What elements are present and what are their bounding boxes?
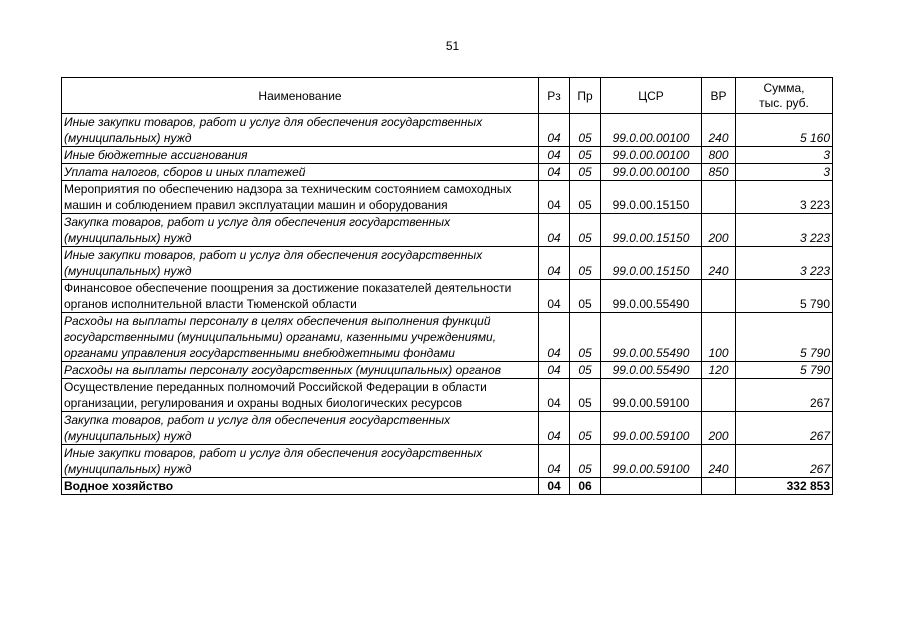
cell-name: Расходы на выплаты персоналу в целях обеспечения выполнения функций государственными (муниципальными) органами, казенными учреждениями, органами управления государственными внебюджетными фондами xyxy=(62,313,539,362)
cell-csr: 99.0.00.00100 xyxy=(601,114,702,147)
table-row xyxy=(62,313,833,362)
table-row xyxy=(62,214,833,247)
cell-pr: 05 xyxy=(570,362,601,379)
cell-sum: 332 853 xyxy=(736,478,833,495)
cell-vr: 800 xyxy=(702,147,736,164)
cell-vr: 200 xyxy=(702,214,736,247)
cell-rz: 04 xyxy=(539,114,570,147)
cell-vr: 850 xyxy=(702,164,736,181)
cell-vr: 240 xyxy=(702,247,736,280)
cell-rz: 04 xyxy=(539,164,570,181)
cell-name: Расходы на выплаты персоналу государственных (муниципальных) органов xyxy=(62,362,539,379)
cell-name: Водное хозяйство xyxy=(62,478,539,495)
cell-sum: 267 xyxy=(736,379,833,412)
header-pr: Пр xyxy=(570,78,601,114)
cell-sum: 3 xyxy=(736,164,833,181)
cell-sum: 3 223 xyxy=(736,181,833,214)
cell-pr: 05 xyxy=(570,164,601,181)
cell-csr: 99.0.00.00100 xyxy=(601,147,702,164)
cell-name: Иные бюджетные ассигнования xyxy=(62,147,539,164)
cell-name: Закупка товаров, работ и услуг для обеспечения государственных (муниципальных) нужд xyxy=(62,412,539,445)
cell-rz: 04 xyxy=(539,379,570,412)
cell-csr: 99.0.00.55490 xyxy=(601,313,702,362)
cell-vr: 240 xyxy=(702,445,736,478)
cell-vr: 240 xyxy=(702,114,736,147)
cell-pr: 06 xyxy=(570,478,601,495)
table-row xyxy=(62,147,833,164)
cell-name: Закупка товаров, работ и услуг для обеспечения государственных (муниципальных) нужд xyxy=(62,214,539,247)
header-vr: ВР xyxy=(702,78,736,114)
cell-sum: 5 790 xyxy=(736,280,833,313)
table-row xyxy=(62,114,833,147)
cell-vr xyxy=(702,478,736,495)
cell-name: Иные закупки товаров, работ и услуг для обеспечения государственных (муниципальных) нужд xyxy=(62,114,539,147)
cell-rz: 04 xyxy=(539,445,570,478)
cell-name: Мероприятия по обеспечению надзора за техническим состоянием самоходных машин и соблюдением правил эксплуатации машин и оборудования xyxy=(62,181,539,214)
cell-pr: 05 xyxy=(570,147,601,164)
cell-pr: 05 xyxy=(570,379,601,412)
table-row xyxy=(62,379,833,412)
cell-sum: 267 xyxy=(736,412,833,445)
table-row xyxy=(62,280,833,313)
table-header-row xyxy=(62,78,833,114)
cell-sum: 3 223 xyxy=(736,214,833,247)
table-row xyxy=(62,445,833,478)
cell-sum: 5 790 xyxy=(736,362,833,379)
header-sum xyxy=(736,78,833,114)
cell-csr: 99.0.00.00100 xyxy=(601,164,702,181)
cell-rz: 04 xyxy=(539,362,570,379)
cell-sum: 3 223 xyxy=(736,247,833,280)
cell-rz: 04 xyxy=(539,181,570,214)
cell-csr: 99.0.00.15150 xyxy=(601,247,702,280)
cell-pr: 05 xyxy=(570,114,601,147)
table-row xyxy=(62,412,833,445)
table-row xyxy=(62,247,833,280)
cell-csr: 99.0.00.15150 xyxy=(601,181,702,214)
cell-vr: 100 xyxy=(702,313,736,362)
cell-vr: 200 xyxy=(702,412,736,445)
table-row xyxy=(62,181,833,214)
cell-name: Иные закупки товаров, работ и услуг для обеспечения государственных (муниципальных) нужд xyxy=(62,445,539,478)
table-row xyxy=(62,478,833,495)
cell-pr: 05 xyxy=(570,181,601,214)
cell-pr: 05 xyxy=(570,313,601,362)
table-row xyxy=(62,362,833,379)
header-sum-line2: тыс. руб. xyxy=(759,95,809,110)
cell-name: Уплата налогов, сборов и иных платежей xyxy=(62,164,539,181)
cell-vr: 120 xyxy=(702,362,736,379)
table-row xyxy=(62,164,833,181)
cell-name: Финансовое обеспечение поощрения за достижение показателей деятельности органов исполнительной власти Тюменской области xyxy=(62,280,539,313)
cell-rz: 04 xyxy=(539,247,570,280)
header-name: Наименование xyxy=(62,78,539,114)
cell-csr: 99.0.00.15150 xyxy=(601,214,702,247)
cell-rz: 04 xyxy=(539,313,570,362)
cell-pr: 05 xyxy=(570,214,601,247)
cell-rz: 04 xyxy=(539,478,570,495)
cell-csr: 99.0.00.59100 xyxy=(601,379,702,412)
cell-csr: 99.0.00.59100 xyxy=(601,445,702,478)
cell-csr xyxy=(601,478,702,495)
cell-vr xyxy=(702,379,736,412)
cell-name: Осуществление переданных полномочий Российской Федерации в области организации, регулирования и охраны водных биологических ресурсов xyxy=(62,379,539,412)
cell-sum: 5 790 xyxy=(736,313,833,362)
cell-csr: 99.0.00.55490 xyxy=(601,362,702,379)
cell-csr: 99.0.00.55490 xyxy=(601,280,702,313)
cell-pr: 05 xyxy=(570,445,601,478)
cell-pr: 05 xyxy=(570,412,601,445)
cell-pr: 05 xyxy=(570,247,601,280)
cell-rz: 04 xyxy=(539,147,570,164)
table-body xyxy=(62,114,833,495)
cell-rz: 04 xyxy=(539,214,570,247)
page-number: 51 xyxy=(445,39,460,53)
header-csr: ЦСР xyxy=(601,78,702,114)
cell-vr xyxy=(702,181,736,214)
cell-rz: 04 xyxy=(539,412,570,445)
cell-sum: 3 xyxy=(736,147,833,164)
cell-sum: 5 160 xyxy=(736,114,833,147)
cell-name: Иные закупки товаров, работ и услуг для обеспечения государственных (муниципальных) нужд xyxy=(62,247,539,280)
header-sum-line1: Сумма, xyxy=(763,80,805,95)
budget-table xyxy=(61,77,833,495)
cell-rz: 04 xyxy=(539,280,570,313)
cell-csr: 99.0.00.59100 xyxy=(601,412,702,445)
cell-pr: 05 xyxy=(570,280,601,313)
cell-sum: 267 xyxy=(736,445,833,478)
cell-vr xyxy=(702,280,736,313)
header-rz: Рз xyxy=(539,78,570,114)
